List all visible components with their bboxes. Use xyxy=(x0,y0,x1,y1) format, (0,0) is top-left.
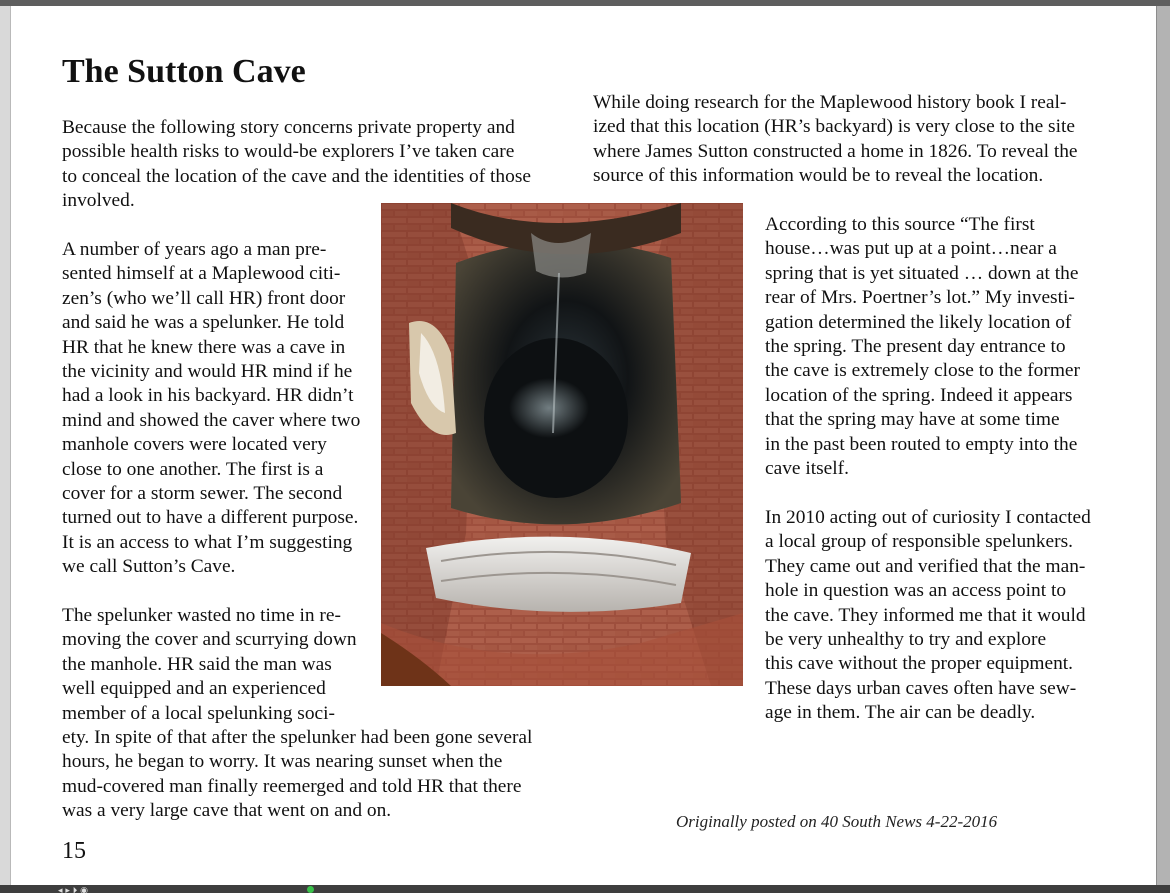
source-paragraph xyxy=(765,213,1080,481)
text-line: Because the following story concerns private property and xyxy=(62,117,515,138)
text-line: ized that this location (HR’s backyard) is very close to the site xyxy=(593,116,1075,138)
text-line: had a look in his backyard. HR didn’t xyxy=(62,385,354,407)
text-line: the cave. They informed me that it would xyxy=(765,604,1086,626)
text-line: location of the spring. Indeed it appears xyxy=(765,384,1073,406)
text-line: a local group of responsible spelunkers. xyxy=(765,531,1074,553)
text-line: A number of years ago a man pre- xyxy=(62,239,327,260)
spelunker-paragraph xyxy=(62,238,360,580)
text-line: mud-covered man finally reemerged and told HR that there xyxy=(62,775,522,797)
text-line: While doing research for the Maplewood history book I real- xyxy=(593,92,1067,113)
page-number: 15 xyxy=(62,838,86,864)
text-line: the spring. The present day entrance to xyxy=(765,336,1066,358)
text-line: we call Sutton’s Cave. xyxy=(62,556,236,578)
text-line: to conceal the location of the cave and the identities of those xyxy=(62,165,531,187)
text-line: was a very large cave that went on and on. xyxy=(62,800,392,822)
post-credit: Originally posted on 40 South News 4-22-2016 xyxy=(676,812,998,831)
text-line: mind and showed the caver where two xyxy=(62,409,361,431)
text-line: manhole covers were located very xyxy=(62,434,327,456)
text-line: According to this source “The first xyxy=(765,214,1035,235)
text-line: in the past been routed to empty into the xyxy=(765,433,1078,455)
document-page xyxy=(11,6,1157,885)
viewer-left-gutter xyxy=(0,6,11,886)
text-line: well equipped and an experienced xyxy=(62,678,326,700)
research-paragraph xyxy=(593,91,1078,189)
text-line: These days urban caves often have sew- xyxy=(765,677,1077,699)
text-line: the manhole. HR said the man was xyxy=(62,653,332,675)
text-line: cave itself. xyxy=(765,458,849,480)
status-dot-icon xyxy=(307,886,314,893)
text-line: rear of Mrs. Poertner’s lot.” My investi- xyxy=(765,287,1075,309)
text-line: be very unhealthy to try and explore xyxy=(765,629,1047,651)
intro-paragraph xyxy=(62,116,531,214)
toolbar-icons[interactable]: ◂ ▸ ⏵ ◉ xyxy=(58,886,88,893)
text-line: turned out to have a different purpose. xyxy=(62,507,359,529)
text-line: this cave without the proper equipment. xyxy=(765,653,1074,675)
text-line: They came out and verified that the man- xyxy=(765,555,1086,577)
text-line: spring that is yet situated … down at the xyxy=(765,262,1079,284)
text-line: hole in question was an access point to xyxy=(765,580,1067,602)
text-line: sented himself at a Maplewood citi- xyxy=(62,263,341,285)
text-line: possible health risks to would-be explorers I’ve taken care xyxy=(62,141,515,163)
text-line: zen’s (who we’ll call HR) front door xyxy=(62,287,346,309)
viewer-status-bar xyxy=(0,885,1170,893)
text-line: gation determined the likely location of xyxy=(765,311,1072,333)
text-line: hours, he began to worry. It was nearing sunset when the xyxy=(62,751,503,773)
verification-paragraph xyxy=(765,506,1091,726)
text-line: The spelunker wasted no time in re- xyxy=(62,605,341,626)
text-line: cover for a storm sewer. The second xyxy=(62,483,343,505)
page-title: The Sutton Cave xyxy=(62,53,306,90)
text-line: house…was put up at a point…near a xyxy=(765,238,1057,260)
text-line: HR that he knew there was a cave in xyxy=(62,336,346,358)
viewer-scrollbar[interactable] xyxy=(1157,6,1170,886)
text-line: close to one another. The first is a xyxy=(62,458,324,480)
text-line: involved. xyxy=(62,190,135,212)
text-line: age in them. The air can be deadly. xyxy=(765,702,1036,724)
text-line: member of a local spelunking soci- xyxy=(62,702,336,724)
text-line: and said he was a spelunker. He told xyxy=(62,312,345,334)
text-line: moving the cover and scurrying down xyxy=(62,629,357,651)
text-line: source of this information would be to reveal the location. xyxy=(593,165,1044,187)
text-line: In 2010 acting out of curiosity I contacted xyxy=(765,507,1091,528)
text-line: the cave is extremely close to the former xyxy=(765,360,1080,382)
text-line: ety. In spite of that after the spelunker had been gone several xyxy=(62,727,533,749)
manhole-cave-photo xyxy=(381,203,743,686)
text-line: where James Sutton constructed a home in 1826. To reveal the xyxy=(593,140,1078,162)
text-line: It is an access to what I’m suggesting xyxy=(62,531,353,553)
text-line: the vicinity and would HR mind if he xyxy=(62,361,353,383)
text-line: that the spring may have at some time xyxy=(765,409,1060,431)
